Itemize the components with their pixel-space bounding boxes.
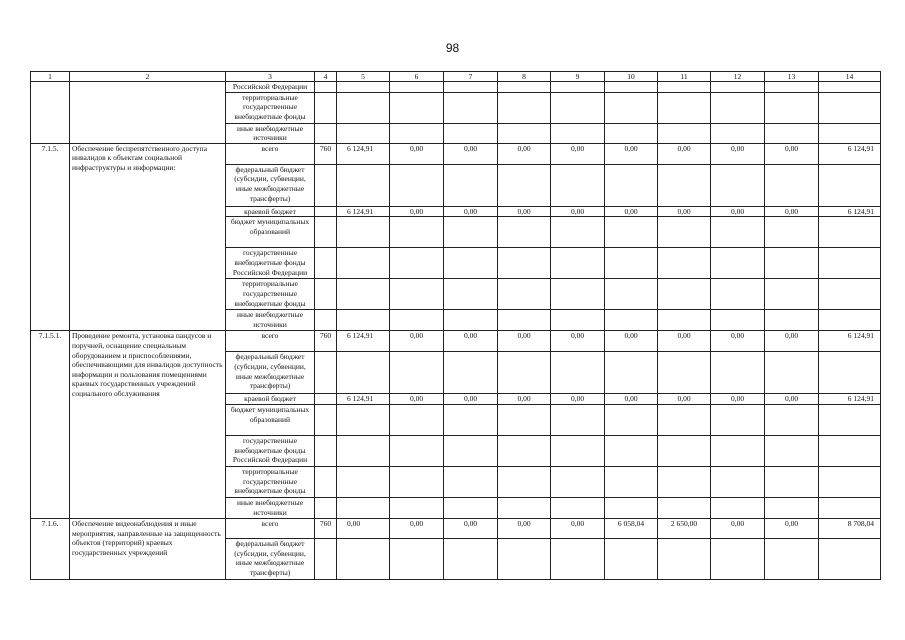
value-cell: 6 058,04 [605,518,658,538]
executor-code [315,206,337,217]
value-cell: 0,00 [711,518,765,538]
funding-source: территориальные государственные внебюджетные фонды [226,466,315,497]
funding-source: Российской Федерации [226,82,315,93]
value-cell: 0,00 [765,518,819,538]
value-cell [819,435,881,466]
value-cell [498,248,551,279]
value-cell: 0,00 [551,206,605,217]
value-cell [498,82,551,93]
value-cell [658,404,711,435]
table-row [31,82,881,93]
value-cell [765,248,819,279]
value-cell [337,279,390,310]
value-cell: 0,00 [765,206,819,217]
value-cell: 0,00 [444,331,498,352]
value-cell [390,279,444,310]
value-cell [711,404,765,435]
value-cell [605,497,658,518]
value-cell [605,310,658,331]
value-cell [551,435,605,466]
executor-code: 760 [315,331,337,352]
value-cell [551,82,605,93]
value-cell [390,466,444,497]
value-cell: 0,00 [390,206,444,217]
value-cell [819,352,881,394]
value-cell [658,279,711,310]
value-cell [390,352,444,394]
executor-code [315,497,337,518]
table-row [31,518,881,538]
value-cell [498,310,551,331]
value-cell [551,164,605,206]
item-number: 7.1.5.1. [31,331,70,519]
executor-code: 760 [315,143,337,164]
value-cell [605,248,658,279]
table-row [31,331,881,352]
value-cell [551,497,605,518]
value-cell [498,435,551,466]
value-cell [444,466,498,497]
value-cell [390,497,444,518]
value-cell [444,538,498,579]
column-number: 4 [315,72,337,82]
value-cell [765,310,819,331]
value-cell: 6 124,91 [337,206,390,217]
value-cell [658,248,711,279]
value-cell [765,538,819,579]
value-cell [337,435,390,466]
value-cell: 6 124,91 [337,143,390,164]
value-cell [605,538,658,579]
column-number: 1 [31,72,70,82]
executor-code [315,92,337,123]
value-cell: 0,00 [765,331,819,352]
value-cell [765,466,819,497]
value-cell [819,538,881,579]
executor-code [315,394,337,405]
value-cell: 6 124,91 [337,394,390,405]
value-cell: 0,00 [658,394,711,405]
value-cell [551,538,605,579]
value-cell: 8 708,04 [819,518,881,538]
value-cell: 2 650,00 [658,518,711,538]
column-number: 13 [765,72,819,82]
item-name [70,82,226,144]
value-cell [337,466,390,497]
funding-source: бюджет муниципальных образований [226,217,315,248]
value-cell: 0,00 [498,331,551,352]
value-cell [711,466,765,497]
value-cell [390,538,444,579]
value-cell: 0,00 [711,143,765,164]
value-cell [658,435,711,466]
column-number: 14 [819,72,881,82]
value-cell [605,123,658,143]
value-cell: 0,00 [551,143,605,164]
value-cell: 0,00 [390,518,444,538]
value-cell [819,164,881,206]
value-cell [444,123,498,143]
value-cell [444,92,498,123]
value-cell: 6 124,91 [337,331,390,352]
value-cell: 0,00 [498,143,551,164]
value-cell [819,404,881,435]
value-cell [765,435,819,466]
value-cell [390,248,444,279]
value-cell [444,164,498,206]
funding-source: государственные внебюджетные фонды Российской Федерации [226,248,315,279]
value-cell [551,466,605,497]
item-name: Обеспечение видеонаблюдения и иные мероприятия, направленные на защищенность объектов (территорий) краевых государственных учреждений [70,518,226,579]
value-cell [819,310,881,331]
value-cell [444,279,498,310]
value-cell: 0,00 [498,518,551,538]
value-cell: 0,00 [605,394,658,405]
value-cell [765,497,819,518]
value-cell [551,123,605,143]
funding-source: государственные внебюджетные фонды Российской Федерации [226,435,315,466]
value-cell [658,92,711,123]
item-number: 7.1.6. [31,518,70,579]
executor-code [315,248,337,279]
value-cell: 0,00 [444,143,498,164]
funding-source: всего [226,143,315,164]
value-cell [551,404,605,435]
value-cell [605,435,658,466]
value-cell [819,466,881,497]
executor-code: 760 [315,518,337,538]
funding-source: иные внебюджетные источники [226,310,315,331]
value-cell [337,352,390,394]
value-cell [444,352,498,394]
value-cell [498,123,551,143]
funding-source: краевой бюджет [226,394,315,405]
value-cell [765,404,819,435]
value-cell [711,248,765,279]
value-cell [765,123,819,143]
funding-source: территориальные государственные внебюджетные фонды [226,92,315,123]
value-cell [551,92,605,123]
funding-source: иные внебюджетные источники [226,123,315,143]
item-name: Проведение ремонта, установка пандусов и поручней, оснащение специальным оборудованием и приспособлениями, обеспечивающими для инвалидов доступность информации и пользования помещениями краевых государственных учреждений социального обслуживания [70,331,226,519]
value-cell [605,466,658,497]
executor-code [315,164,337,206]
column-number: 10 [605,72,658,82]
value-cell [658,352,711,394]
value-cell: 0,00 [551,394,605,405]
executor-code [315,435,337,466]
value-cell: 6 124,91 [819,143,881,164]
funding-source: бюджет муниципальных образований [226,404,315,435]
value-cell [658,310,711,331]
value-cell [658,164,711,206]
value-cell [819,123,881,143]
value-cell [819,497,881,518]
value-cell: 0,00 [711,331,765,352]
executor-code [315,538,337,579]
value-cell: 0,00 [605,331,658,352]
value-cell: 0,00 [390,394,444,405]
column-number-row [31,72,881,82]
funding-source: краевой бюджет [226,206,315,217]
value-cell [390,310,444,331]
value-cell [711,310,765,331]
value-cell [819,248,881,279]
value-cell [390,435,444,466]
value-cell [711,435,765,466]
column-number: 9 [551,72,605,82]
value-cell: 0,00 [765,394,819,405]
value-cell [711,123,765,143]
value-cell [390,217,444,248]
column-number: 7 [444,72,498,82]
funding-source: территориальные государственные внебюджетные фонды [226,279,315,310]
table-row [31,143,881,164]
value-cell [337,404,390,435]
page-number: 98 [445,41,460,55]
value-cell [337,123,390,143]
funding-source: иные внебюджетные источники [226,497,315,518]
value-cell [444,404,498,435]
value-cell [551,279,605,310]
column-number: 6 [390,72,444,82]
column-number: 3 [226,72,315,82]
value-cell: 0,00 [444,394,498,405]
value-cell [711,217,765,248]
value-cell [444,435,498,466]
value-cell: 0,00 [498,394,551,405]
value-cell [765,279,819,310]
value-cell: 0,00 [658,331,711,352]
value-cell [819,279,881,310]
executor-code [315,310,337,331]
column-number: 12 [711,72,765,82]
value-cell: 0,00 [444,518,498,538]
value-cell: 0,00 [711,394,765,405]
value-cell [337,82,390,93]
value-cell [711,352,765,394]
value-cell [498,466,551,497]
value-cell: 0,00 [337,518,390,538]
value-cell [444,497,498,518]
value-cell [605,92,658,123]
executor-code [315,217,337,248]
value-cell [711,92,765,123]
value-cell [551,310,605,331]
value-cell [444,310,498,331]
value-cell [444,248,498,279]
value-cell: 0,00 [390,143,444,164]
value-cell: 6 124,91 [819,394,881,405]
value-cell: 6 124,91 [819,206,881,217]
value-cell [337,497,390,518]
value-cell [605,217,658,248]
value-cell [605,164,658,206]
value-cell [337,310,390,331]
value-cell [498,352,551,394]
executor-code [315,466,337,497]
value-cell [765,352,819,394]
value-cell: 0,00 [551,518,605,538]
value-cell [658,82,711,93]
value-cell [605,404,658,435]
value-cell [498,164,551,206]
funding-source: федеральный бюджет (субсидии, субвенции, иные межбюджетные трансферты) [226,352,315,394]
value-cell: 0,00 [498,206,551,217]
value-cell [444,217,498,248]
value-cell [551,217,605,248]
value-cell: 0,00 [711,206,765,217]
value-cell [819,92,881,123]
value-cell [390,92,444,123]
value-cell: 0,00 [605,206,658,217]
value-cell [337,164,390,206]
value-cell [711,279,765,310]
value-cell [819,217,881,248]
value-cell [765,164,819,206]
value-cell: 0,00 [658,206,711,217]
item-number: 7.1.5. [31,143,70,331]
value-cell [498,92,551,123]
funding-source: федеральный бюджет (субсидии, субвенции, иные межбюджетные трансферты) [226,538,315,579]
value-cell [658,538,711,579]
value-cell [658,497,711,518]
executor-code [315,123,337,143]
value-cell: 0,00 [765,143,819,164]
value-cell [711,164,765,206]
funding-source: всего [226,331,315,352]
value-cell [390,164,444,206]
value-cell [711,538,765,579]
funding-source: федеральный бюджет (субсидии, субвенции, иные межбюджетные трансферты) [226,164,315,206]
value-cell [551,352,605,394]
executor-code [315,279,337,310]
value-cell [765,82,819,93]
column-number: 2 [70,72,226,82]
value-cell [605,352,658,394]
value-cell: 0,00 [658,143,711,164]
value-cell [765,217,819,248]
value-cell [711,82,765,93]
value-cell [765,92,819,123]
value-cell [658,217,711,248]
executor-code [315,404,337,435]
value-cell [337,217,390,248]
funding-source: всего [226,518,315,538]
value-cell [390,123,444,143]
value-cell [498,404,551,435]
value-cell [605,82,658,93]
item-name: Обеспечение беспрепятственного доступа инвалидов к объектам социальной инфраструктуры и информации: [70,143,226,331]
value-cell [551,248,605,279]
value-cell [337,248,390,279]
value-cell [819,82,881,93]
value-cell: 0,00 [444,206,498,217]
value-cell [390,404,444,435]
value-cell [390,82,444,93]
value-cell [498,279,551,310]
value-cell [444,82,498,93]
value-cell [337,92,390,123]
value-cell: 0,00 [390,331,444,352]
value-cell [337,538,390,579]
column-number: 5 [337,72,390,82]
value-cell [498,538,551,579]
value-cell [658,123,711,143]
value-cell [658,466,711,497]
value-cell [498,217,551,248]
value-cell [498,497,551,518]
value-cell: 6 124,91 [819,331,881,352]
value-cell [605,279,658,310]
item-number [31,82,70,144]
executor-code [315,82,337,93]
value-cell: 0,00 [551,331,605,352]
column-number: 11 [658,72,711,82]
value-cell: 0,00 [605,143,658,164]
budget-table [30,71,881,580]
value-cell [711,497,765,518]
executor-code [315,352,337,394]
column-number: 8 [498,72,551,82]
